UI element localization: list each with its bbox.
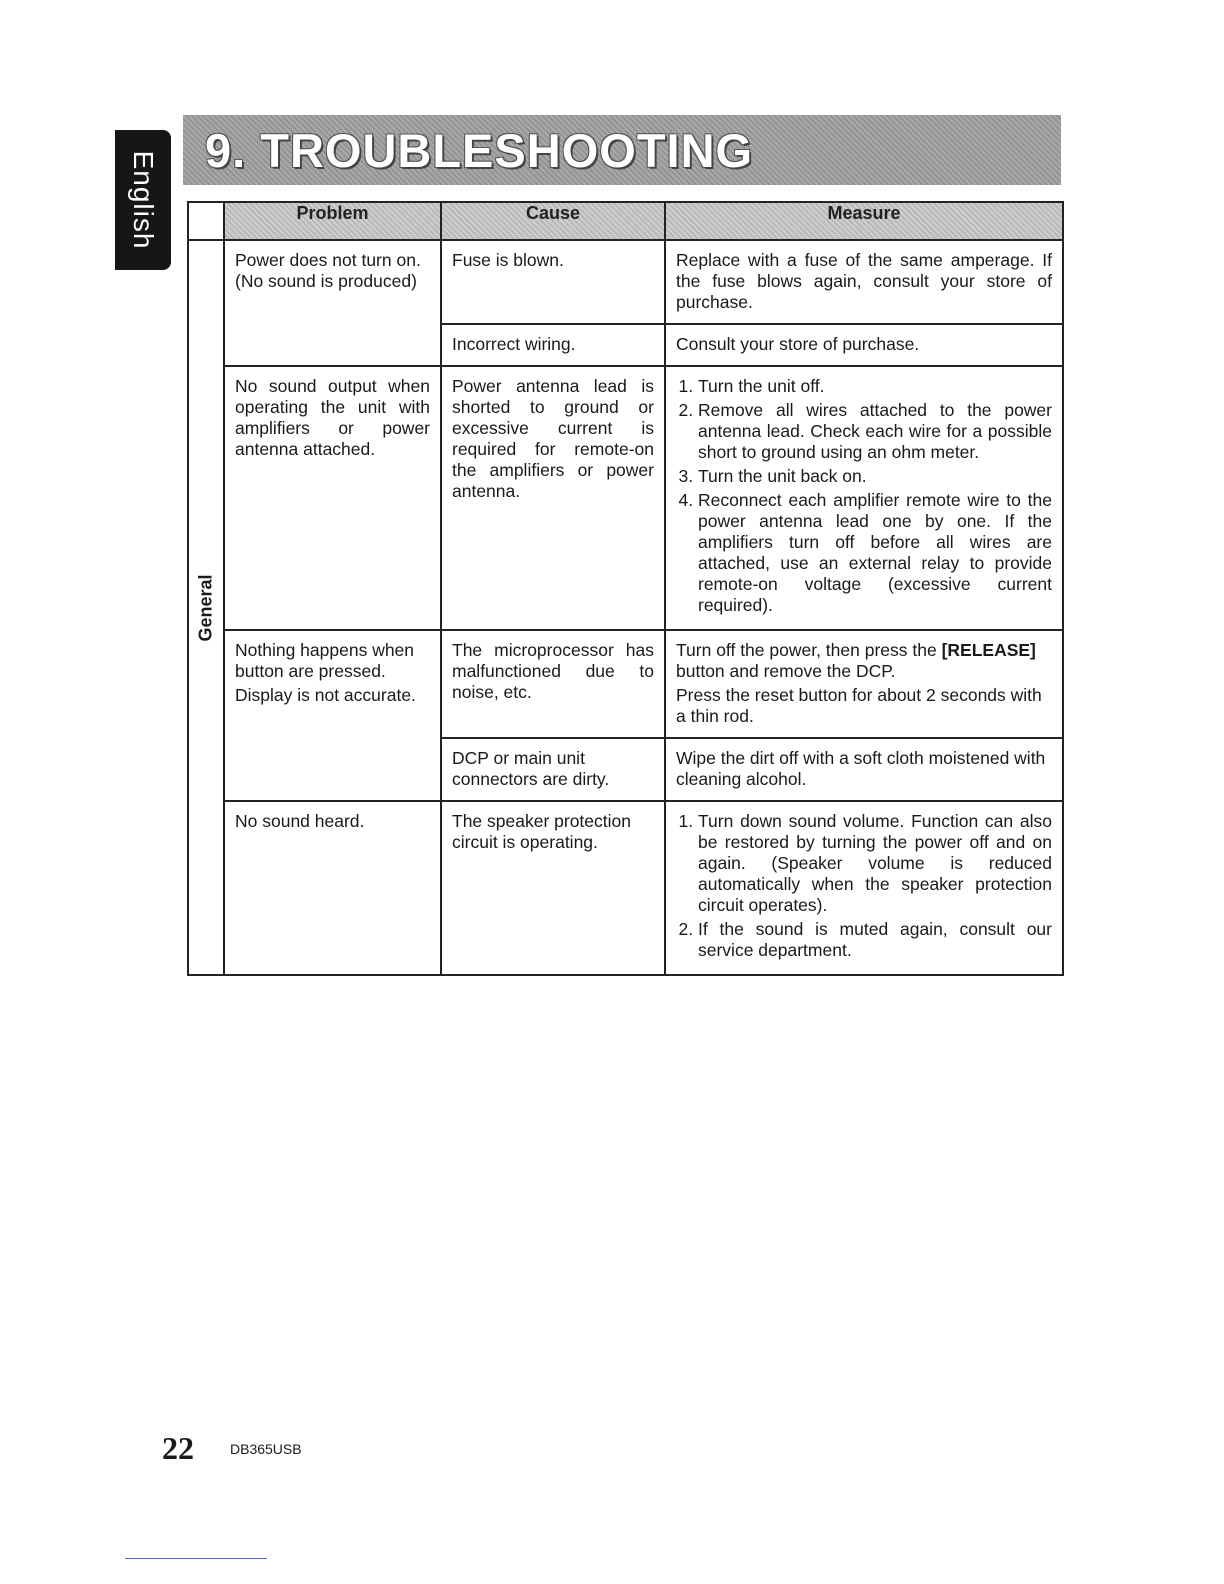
problem-text: No sound output when operating the unit with amplifiers or power antenna attached. — [235, 376, 430, 459]
language-tab — [115, 130, 171, 270]
section-title-bar — [183, 115, 1061, 185]
measure-text-pre: Turn off the power, then press the — [676, 640, 942, 660]
cause-cell: The microprocessor has malfunctioned due to noise, etc. — [441, 630, 665, 738]
problem-cell — [224, 630, 441, 801]
table-row — [188, 366, 1063, 630]
measure-step: 4. Reconnect each amplifier remote wire to the power antenna lead one by one. If the amplifiers turn off before all wires are attached, use an external relay to provide remote-on voltage (excessive current required). — [698, 490, 1052, 616]
measure-cell: Consult your store of purchase. — [665, 324, 1063, 366]
measure-text-post: button and remove the DCP. — [676, 661, 896, 681]
problem-text: (No sound is produced) — [235, 271, 417, 291]
measure-steps — [676, 376, 1052, 616]
problem-cell — [224, 240, 441, 366]
measure-step: 2. If the sound is muted again, consult our service department. — [698, 919, 1052, 961]
footer-rule — [125, 1558, 267, 1559]
problem-text: Power does not turn on. — [235, 250, 421, 270]
problem-text: Display is not accurate. — [235, 685, 416, 705]
cause-cell: DCP or main unit connectors are dirty. — [441, 738, 665, 801]
cause-cell: Power antenna lead is shorted to ground or excessive current is required for remote-on the amplifiers or power antenna. — [441, 366, 665, 630]
page-number: 22 — [162, 1430, 194, 1466]
release-key-label: [RELEASE] — [941, 640, 1036, 660]
measure-step: 1. Turn down sound volume. Function can also be restored by turning the power off and on again. (Speaker volume is reduced automatically when the speaker protection circuit operates). — [698, 811, 1052, 916]
section-title: 9. TROUBLESHOOTING — [205, 124, 754, 177]
cause-cell: Incorrect wiring. — [441, 324, 665, 366]
measure-cell — [665, 366, 1063, 630]
model-number: DB365USB — [230, 1441, 302, 1457]
measure-cell: Wipe the dirt off with a soft cloth moistened with cleaning alcohol. — [665, 738, 1063, 801]
cause-cell: Fuse is blown. — [441, 240, 665, 324]
measure-step: 3. Turn the unit back on. — [698, 466, 1052, 487]
group-label-cell — [188, 240, 224, 975]
table-row — [188, 630, 1063, 738]
problem-cell — [224, 801, 441, 975]
header-corner — [188, 202, 224, 240]
measure-steps — [676, 811, 1052, 961]
troubleshooting-table — [187, 201, 1064, 976]
problem-cell — [224, 366, 441, 630]
measure-cell — [665, 801, 1063, 975]
measure-step: 1. Turn the unit off. — [698, 376, 1052, 397]
cause-cell: The speaker protection circuit is operating. — [441, 801, 665, 975]
group-label: General — [195, 573, 216, 642]
header-cause: Cause — [441, 202, 665, 240]
problem-text: Nothing happens when button are pressed. — [235, 640, 415, 681]
measure-text: Press the reset button for about 2 seconds with a thin rod. — [676, 685, 1042, 726]
measure-step: 2. Remove all wires attached to the power antenna lead. Check each wire for a possible short to ground using an ohm meter. — [698, 400, 1052, 463]
table-row — [188, 801, 1063, 975]
measure-cell: Replace with a fuse of the same amperage. If the fuse blows again, consult your store of purchase. — [665, 240, 1063, 324]
problem-text: No sound heard. — [235, 811, 365, 831]
measure-cell — [665, 630, 1063, 738]
measure-text — [676, 640, 1052, 682]
header-problem: Problem — [224, 202, 441, 240]
table-header-row — [188, 202, 1063, 240]
language-tab-label: English — [128, 150, 159, 250]
table-row — [188, 240, 1063, 324]
header-measure: Measure — [665, 202, 1063, 240]
